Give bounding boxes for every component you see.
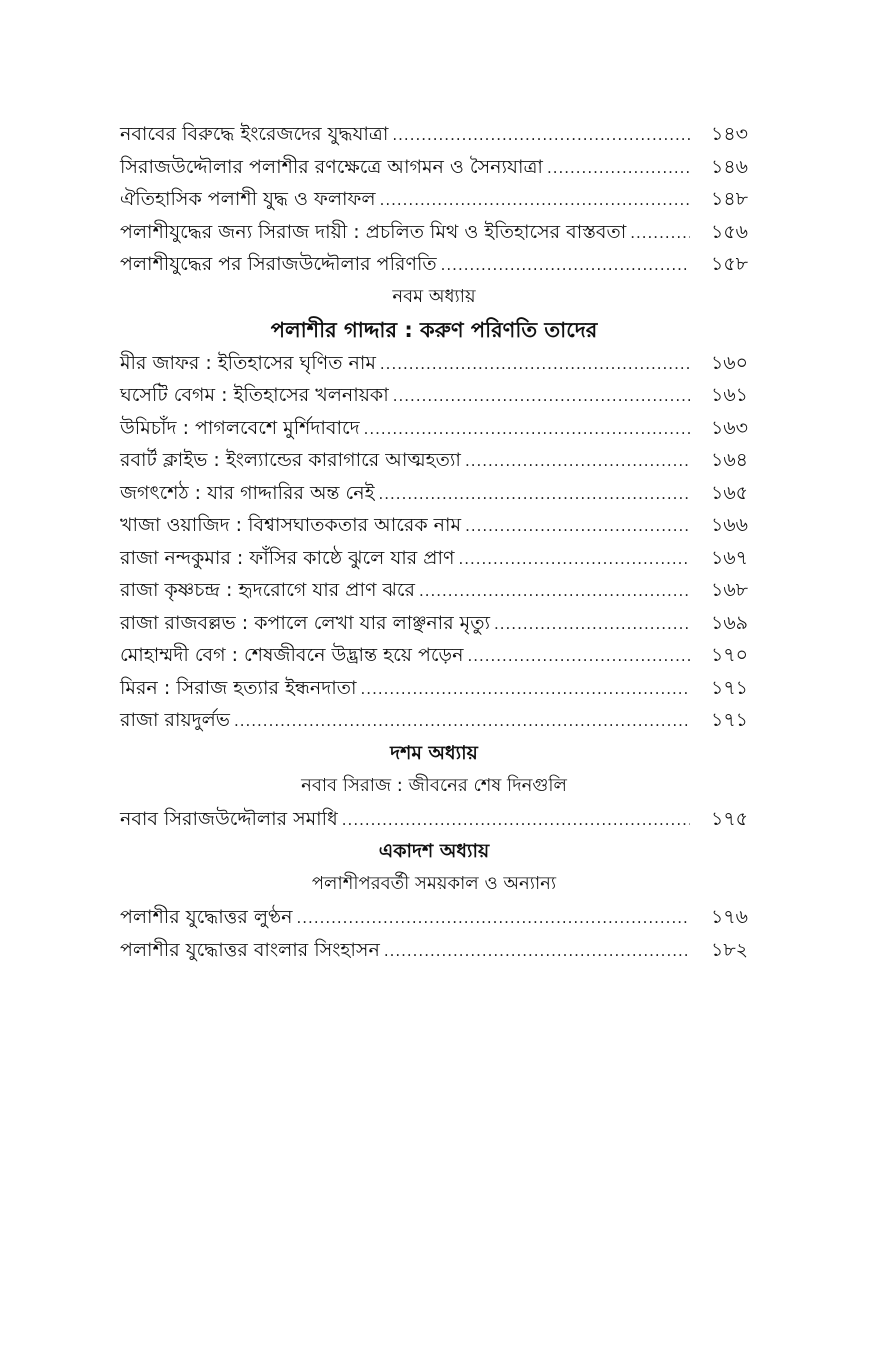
toc-entry-title: উমিচাঁদ : পাগলবেশে মুর্শিদাবাদে (120, 416, 360, 439)
toc-entry-page: ১৮২ (710, 938, 748, 961)
toc-entry-page: ১৬৫ (710, 481, 748, 504)
toc-entry[interactable] (120, 934, 748, 967)
toc-entry-title: মোহাম্মদী বেগ : শেষজীবনে উদ্ভ্রান্ত হয়ে পড়েন (120, 644, 464, 666)
toc-entry-title: মীর জাফর : ইতিহাসের ঘৃণিত নাম (120, 351, 376, 374)
toc-entry-title: নবাবের বিরুদ্ধে ইংরেজদের যুদ্ধযাত্রা (120, 123, 389, 145)
toc-entry[interactable] (120, 183, 748, 216)
toc-entry-title: পলাশীযুদ্ধের পর সিরাজউদ্দৌলার পরিণতি (120, 253, 437, 275)
dot-leader (380, 348, 690, 381)
toc-entry-title: জগৎশেঠ : যার গাদ্দারির অন্ত নেই (120, 481, 375, 504)
dot-leader (380, 184, 690, 217)
dot-leader (441, 249, 690, 282)
chapter-label: একাদশ অধ্যায় (378, 840, 490, 862)
toc-entry[interactable] (120, 118, 748, 151)
chapter-title: পলাশীপরবর্তী সময়কাল ও অন্যান্য (311, 873, 557, 894)
dot-leader (465, 510, 690, 543)
dot-leader (494, 608, 690, 641)
toc-entry-page: ১৬৬ (710, 514, 748, 536)
dot-leader (467, 640, 690, 673)
dot-leader (392, 119, 690, 152)
chapter-title: নবাব সিরাজ : জীবনের শেষ দিনগুলি (301, 774, 567, 796)
toc-entry-title: পলাশীর যুদ্ধোত্তর লুণ্ঠন (120, 906, 293, 928)
toc-entry-title: পলাশীযুদ্ধের জন্য সিরাজ দায়ী : প্রচলিত মিথ ও ইতিহাসের বাস্তবতা (120, 220, 627, 243)
toc-entry[interactable] (120, 542, 748, 575)
toc-entry[interactable] (120, 477, 748, 510)
toc-entry[interactable] (120, 412, 748, 445)
toc-entry[interactable] (120, 639, 748, 672)
toc-entry[interactable] (120, 216, 748, 249)
dot-leader (342, 804, 690, 837)
toc-entry-title: রবার্ট ক্লাইভ : ইংল্যান্ডের কারাগারে আত্মহত্যা (120, 449, 461, 471)
toc-entry-page: ১৪৬ (710, 155, 748, 178)
toc-entry-page: ১৬৮ (710, 579, 748, 601)
toc-entry-page: ১৪৩ (710, 123, 748, 145)
toc-entry-page: ১৬৪ (710, 449, 748, 471)
dot-leader (393, 380, 690, 413)
dot-leader (234, 705, 690, 738)
toc-entry-page: ১৬৯ (710, 611, 748, 634)
toc-entry[interactable] (120, 607, 748, 640)
toc-entry-title: সিরাজউদ্দৌলার পলাশীর রণক্ষেত্রে আগমন ও সৈন্যযাত্রা (120, 155, 543, 178)
toc-entry-title: রাজা রাজবল্লভ : কপালে লেখা যার লাঞ্ছনার মৃত্যু (120, 611, 490, 634)
dot-leader (419, 575, 690, 608)
toc-entry[interactable] (120, 704, 748, 737)
toc-entry[interactable] (120, 509, 748, 542)
toc-entry-page: ১৬১ (710, 384, 748, 406)
toc-entry-page: ১৬০ (710, 351, 748, 374)
toc-entry-title: ঐতিহাসিক পলাশী যুদ্ধ ও ফলাফল (120, 188, 376, 210)
chapter-title: পলাশীর গাদ্দার : করুণ পরিণতি তাদের (270, 317, 598, 342)
dot-leader (458, 543, 690, 576)
table-of-contents (120, 118, 748, 966)
dot-leader (630, 217, 690, 250)
toc-entry-title: খাজা ওয়াজিদ : বিশ্বাসঘাতকতার আরেক নাম (120, 514, 462, 536)
toc-entry-title: ঘসেটি বেগম : ইতিহাসের খলনায়কা (120, 384, 389, 406)
toc-entry-page: ১৭১ (710, 676, 748, 699)
toc-entry[interactable] (120, 151, 748, 184)
toc-entry-page: ১৫৬ (710, 220, 748, 243)
toc-entry-page: ১৭১ (710, 709, 748, 731)
toc-entry[interactable] (120, 901, 748, 934)
toc-entry-title: রাজা কৃষ্ণচন্দ্র : হৃদরোগে যার প্রাণ ঝরে (120, 579, 415, 601)
toc-entry-page: ১৭০ (710, 644, 748, 666)
toc-entry[interactable] (120, 444, 748, 477)
dot-leader (361, 673, 690, 706)
toc-entry-page: ১৫৮ (711, 253, 748, 275)
toc-entry-title: মিরন : সিরাজ হত্যার ইন্ধনদাতা (120, 676, 357, 699)
toc-entry[interactable] (120, 248, 748, 281)
toc-entry-title: রাজা রায়দুর্লভ (120, 709, 230, 731)
toc-entry-title: পলাশীর যুদ্ধোত্তর বাংলার সিংহাসন (120, 938, 380, 961)
toc-entry-page: ১৭৫ (710, 807, 748, 830)
dot-leader (547, 152, 690, 185)
toc-entry-page: ১৬৭ (710, 546, 748, 569)
dot-leader (297, 902, 690, 935)
toc-entry-title: রাজা নন্দকুমার : ফাঁসির কাষ্ঠে ঝুলে যার প্রাণ (120, 546, 455, 569)
toc-entry[interactable] (120, 672, 748, 705)
chapter-label: দশম অধ্যায় (390, 741, 478, 764)
toc-entry-page: ১৬৩ (710, 416, 748, 439)
dot-leader (364, 413, 690, 446)
dot-leader (379, 478, 691, 511)
toc-entry[interactable] (120, 803, 748, 836)
toc-entry[interactable] (120, 379, 748, 412)
toc-entry-page: ১৪৮ (711, 188, 748, 210)
dot-leader (384, 935, 690, 968)
toc-entry-page: ১৭৬ (710, 906, 748, 928)
toc-entry[interactable] (120, 347, 748, 380)
toc-entry-title: নবাব সিরাজউদ্দৌলার সমাধি (120, 807, 338, 830)
chapter-label: নবম অধ্যায় (392, 285, 476, 307)
toc-entry[interactable] (120, 574, 748, 607)
dot-leader (465, 445, 690, 478)
